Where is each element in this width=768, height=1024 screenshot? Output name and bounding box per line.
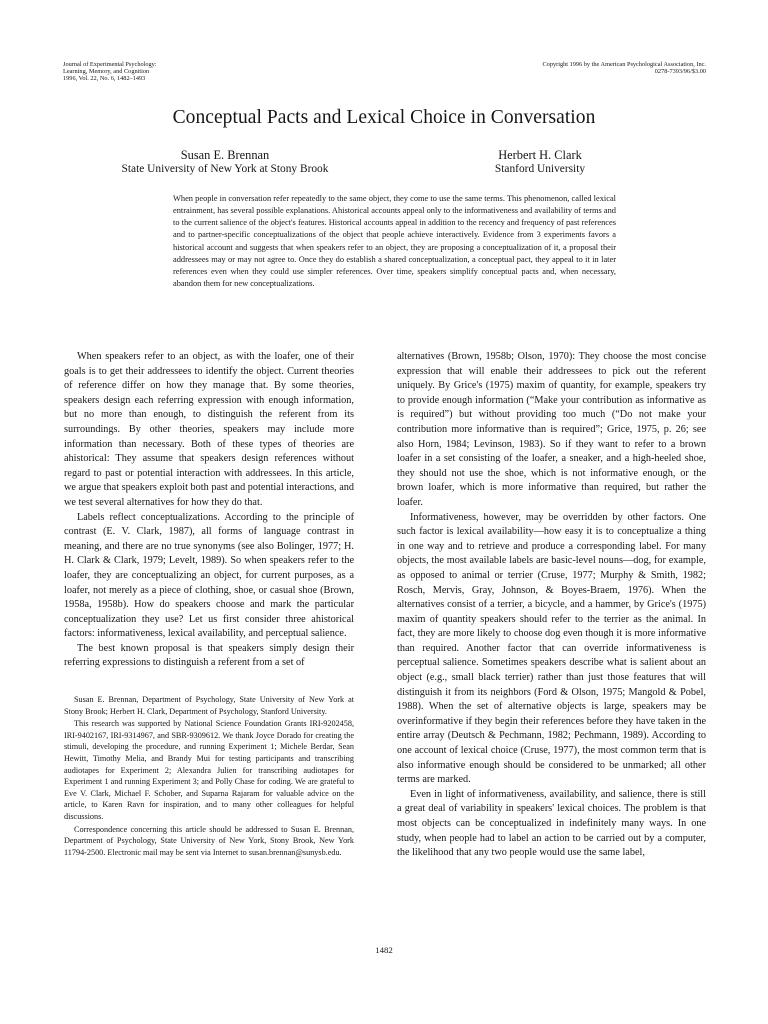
body-paragraph: When speakers refer to an object, as with the loafer, one of their goals is to get their addressees to identify the object. Current theories of reference differ on how they manage that. By some theories, speakers design each referring expression with enough information, but no more than enough, to distinguish the referent from its surroundings. By other theories, speakers may include more information than necessary. Both of these types of theories are ahistorical: They assume that speakers design references without regard to past or potential interaction with addressees. In this article, we argue that speakers exploit both past and potential interactions, and we test several alternatives for how they do that. [64, 351, 354, 508]
journal-subtitle: Learning, Memory, and Cognition [63, 68, 150, 76]
author-affiliation: Stanford University [494, 162, 586, 175]
author-name: Susan E. Brennan [180, 148, 270, 162]
abstract [173, 193, 616, 290]
abstract-text: When people in conversation refer repeatedly to the same object, they come to use the same terms. This phenomenon, called lexical entrainment, has several possible explanations. Ahistorical accounts appeal only to the informativeness and availability of terms and to the current salience of the object's features. Historical accounts appeal in addition to the recency and frequency of past references and to partner-specific conceptualizations of the object that people achieve interactively. Evidence from 3 experiments favors a historical account and suggests that when speakers refer to an object, they are proposing a conceptualization of it, a proposal their addressees may or may not agree to. Once they do establish a shared conceptualization, a conceptual pact, they appeal to it in later references even when they could use simpler references. Over time, speakers simplify conceptual pacts and, when necessary, abandon them for new conceptualizations. [173, 194, 616, 289]
author-block-2 [470, 149, 610, 176]
body-paragraph: The best known proposal is that speakers simply design their referring expressions to distinguish a referent from a set of [64, 642, 354, 669]
body-column-right [397, 350, 706, 861]
author-name: Herbert H. Clark [498, 148, 582, 162]
body-paragraph: Labels reflect conceptualizations. According to the principle of contrast (E. V. Clark, 1987), all forms of language contrast in meaning, and there are no true synonyms (see also Bolinger, 1977; H. H. Clark & Clark, 1979; Levelt, 1989). So when speakers refer to the loafer, they are conceptualizing an object, for current purposes, as a loafer, not merely as a piece of clothing, shoe, or casual shoe (Brown, 1958a, 1958b). How do speakers choose and mark the particular conceptualization they use? Let us first consider three ahistorical factors: informativeness, lexical availability, and perceptual salience. [64, 511, 354, 640]
issn-price: 0278-7393/96/$3.00 [654, 68, 706, 76]
body-paragraph: alternatives (Brown, 1958b; Olson, 1970): They choose the most concise expression that will enable their addressees to pick out the referent uniquely. By Grice's (1975) maxim of quantity, for example, speakers try to provide enough information (“Make your contribution as informative as is required”) but without providing too much (“Do not make your contribution more informative than is required”; Grice, 1975, p. 26; see also Horn, 1984; Levinson, 1983). So if they want to refer to a brown loafer in a set consisting of the loafer, a sneaker, and a high-heeled shoe, they should not use the shoe, which is not informative enough, or the brown loafer, which is more informative than required, but rather the loafer. [397, 351, 706, 508]
paper-title: Conceptual Pacts and Lexical Choice in Conversation [172, 107, 596, 128]
footnote-paragraph: This research was supported by National Science Foundation Grants IRI-9202458, IRI-9402167, IRI-9314967, and SBR-9309612. We thank Joyce Dorado for creating the stimuli, developing the procedure, and running Experiment 1; Michele Berdar, Sean Hewitt, Timothy Melia, and Brandy Mui for testing participants and transcribing audiotapes for Experiment 2; Alexandra Julien for transcribing audiotapes for Experiment 1 and running Experiment 3; and Polly Chase for coding. We are grateful to Eve V. Clark, Michael F. Schober, and Suparna Rajaram for valuable advice on the article, to Karen Ravn for inspiration, and to many other colleagues for helpful discussions. [64, 719, 354, 821]
footnote-paragraph: Susan E. Brennan, Department of Psychology, State University of New York at Stony Brook; Herbert H. Clark, Department of Psychology, Stanford University. [64, 695, 354, 716]
journal-name: Journal of Experimental Psychology: [63, 61, 157, 68]
journal-volume: 1996, Vol. 22, No. 6, 1482–1493 [63, 75, 146, 83]
author-note [64, 694, 354, 858]
body-paragraph: Informativeness, however, may be overridden by other factors. One such factor is lexical availability—how easy it is to conceptualize a thing in one way and to retrieve and produce a corresponding label. For many objects, the most available labels are basic-level nouns—dog, for example, as opposed to animal or terrier (Cruse, 1977; Murphy & Smith, 1982; Rosch, Mervis, Gray, Johnson, & Boyes-Braem, 1976). When the alternatives consist of a terrier, a bicycle, and a hammer, by Grice's (1975) maxim of quantity speakers should refer to the terrier as the animal. In fact, they are more likely to choose dog even though it is more informative than required. Another factor that can override informativeness is perceptual salience. Sometimes speakers describe what is salient about an object (e.g., small black terrier) rather than just those features that will distinguish it from its neighbors (Ford & Olson, 1975; Mangold & Pobel, 1988). When the set of alternative objects is large, speakers may be overinformative if they begin their references before they have taken in the entire array (Deutsch & Pechmann, 1982; Pechmann, 1989). According to one account of lexical choice (Cruse, 1977), the most common term that is also informative enough should be considered to be unmarked; all other terms are marked. [397, 511, 706, 786]
page-number: 1482 [375, 945, 393, 955]
body-paragraph: Even in light of informativeness, availability, and salience, there is still a great deal of variability in speakers' lexical choices. The problem is that most objects can be conceptualized in indefinitely many ways. In one study, when people had to label an action to be carried out by a computer, the likelihood that any two people would use the same label, [397, 788, 706, 859]
body-column-left [64, 350, 354, 671]
footnote-paragraph: Correspondence concerning this article should be addressed to Susan E. Brennan, Department of Psychology, State University of New York, Stony Brook, New York 11794-2500. Electronic mail may be sent via Internet to susan.brennan@sunysb.edu. [64, 824, 354, 857]
author-block-1 [95, 149, 355, 176]
journal-citation [63, 61, 157, 83]
copyright-line: Copyright 1996 by the American Psychological Association, Inc. [542, 61, 706, 68]
copyright-notice [542, 61, 706, 75]
author-affiliation: State University of New York at Stony Brook [121, 162, 329, 175]
